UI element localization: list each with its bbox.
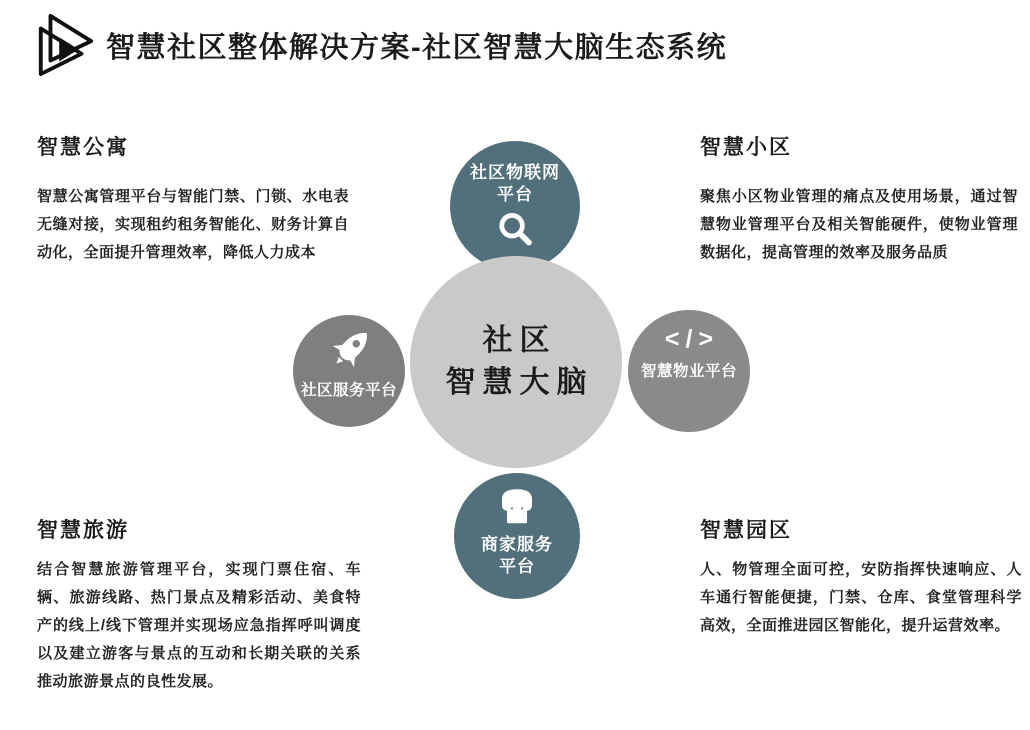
platform-iot-circle (450, 141, 580, 271)
section-body: 人、物管理全面可控，安防指挥快速响应、人车通行智能便捷，门禁、仓库、食堂管理科学高效，全面推进园区智能化，提升运营效率。 (700, 561, 1022, 634)
platform-property-label: 智慧物业平台 (640, 363, 737, 380)
header (34, 12, 727, 78)
section-body: 聚焦小区物业管理的痛点及使用场景，通过智慧物业管理平台及相关智能硬件，使物业管理数据化，提高管理的效率及服务品质 (700, 188, 1018, 261)
section-heading: 智慧园区 (700, 519, 792, 542)
storefront-icon (493, 482, 541, 530)
section-body: 结合智慧旅游管理平台，实现门票住宿、车辆、旅游线路、热门景点及精彩活动、美食特产的线上/线下管理并实现场应急指挥呼叫调度以及建立游客与景点的互动和长期关联的关系推动旅游景点的良性发展。 (37, 561, 361, 690)
section-smart-residential (700, 131, 1018, 267)
section-smart-tourism (37, 514, 361, 696)
platform-merchant-circle (454, 473, 580, 599)
platform-community-service-label: 社区服务平台 (300, 382, 397, 399)
center-label-line2: 智慧大脑 (445, 366, 594, 399)
section-heading: 智慧旅游 (37, 519, 129, 542)
platform-merchant-label-line1: 商家服务 (481, 535, 553, 554)
section-heading: 智慧小区 (700, 136, 792, 159)
platform-iot-label-line2: 平台 (497, 185, 533, 204)
platform-merchant-label-line2: 平台 (499, 557, 535, 576)
section-smart-apartment (37, 131, 349, 267)
section-heading: 智慧公寓 (37, 136, 129, 159)
search-icon (493, 207, 537, 251)
rocket-icon (321, 323, 377, 379)
play-triangles-logo-icon (34, 12, 96, 78)
page-title: 智慧社区整体解决方案-社区智慧大脑生态系统 (106, 31, 728, 64)
platform-iot-label-line1: 社区物联网 (470, 163, 560, 182)
section-smart-park (700, 514, 1022, 640)
community-smart-brain-circle (410, 256, 622, 468)
code-icon: </> (664, 325, 720, 353)
platform-property-circle (628, 310, 750, 432)
platform-community-service-circle (293, 315, 405, 427)
section-body: 智慧公寓管理平台与智能门禁、门锁、水电表无缝对接，实现租约租务智能化、财务计算自动化，全面提升管理效率，降低人力成本 (37, 188, 349, 261)
center-label-line1: 社区 (482, 324, 557, 357)
